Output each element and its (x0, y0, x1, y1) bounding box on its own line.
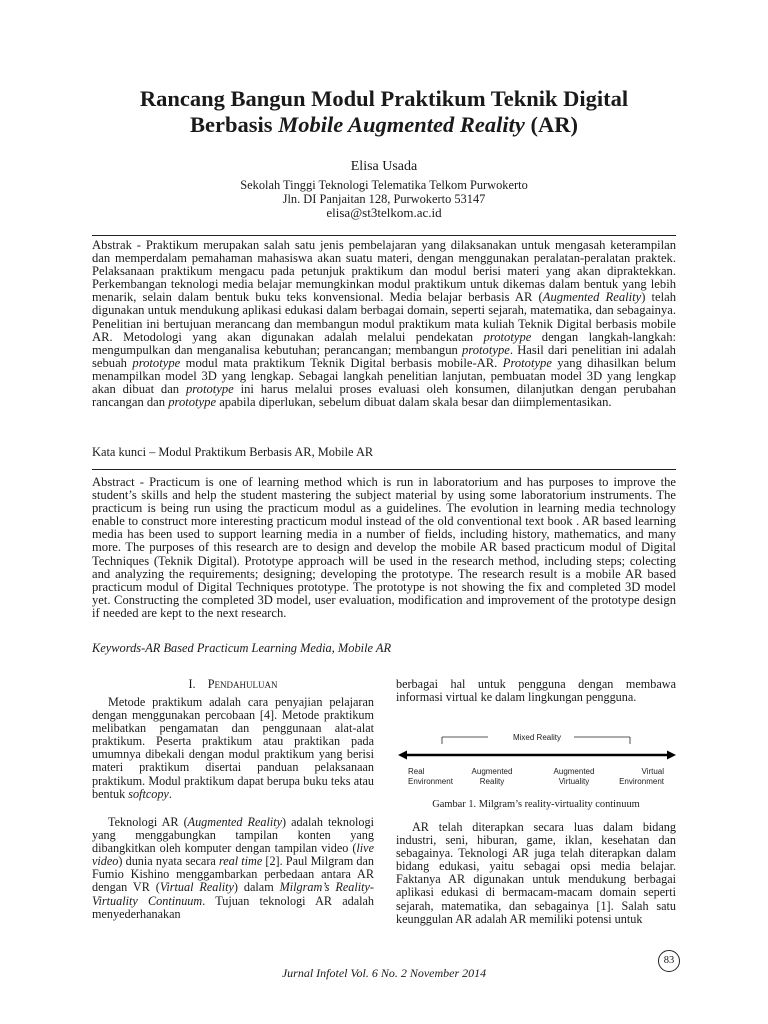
keywords-id: Kata kunci – Modul Praktikum Berbasis AR, Mobile AR (92, 445, 374, 459)
continuum-stop-label: Augmented (553, 767, 595, 776)
milgram-continuum-diagram (398, 728, 676, 794)
author-email[interactable]: elisa@st3telkom.ac.id (326, 205, 442, 220)
figure-caption: Gambar 1. Milgram’s reality-virtuality continuum (432, 799, 640, 810)
keywords-en: Keywords-AR Based Practicum Learning Media, Mobile AR (92, 641, 392, 655)
continuum-stop-label: Virtual (641, 767, 664, 776)
intro-paragraph-2: Teknologi AR (Augmented Reality) adalah teknologi yang menggabungkan tampilan konten yang dibangkitkan oleh komputer dengan tampilan video (live video) dunia nyata secara real time [2]. Paul Milgram dan Fumio Kishino menggambarkan perbedaan antara AR dengan VR (Virtual Reality) dalam Milgram’s Reality-Virtuality Continuum. Tujuan teknologi AR adalah menyederhanakan (92, 815, 375, 921)
right-column-top: berbagai hal untuk pengguna dengan membawa informasi virtual ke dalam lingkungan pengguna. (396, 677, 676, 705)
continuum-stop-label: Virtuality (558, 777, 590, 786)
section-heading: I. Pendahuluan (188, 677, 278, 691)
abstract-id: Abstrak - Praktikum merupakan salah satu jenis pembelajaran yang dilaksanakan untuk mengasah keterampilan dan memperdalam pemahaman mahasiswa akan suatu materi, dengan menggunakan peralatan-peralatan praktek. Pelaksanaan praktikum mengacu pada petunjuk praktikum dan modul berisi materi yang akan dipraktekkan. Perkembangan teknologi media belajar memungkinkan modul praktikum untuk dikemas dalam bentuk yang lebih menarik, selain dalam bentuk buku teks konvensional. Media belajar berbasis AR (Augmented Reality) telah digunakan untuk mendukung aplikasi edukasi dalam berbagai domain, seperti sejarah, matematika, dan sebagainya. Penelitian ini bertujuan merancang dan membangun modul praktikum mata kuliah Teknik Digital berbasis mobile AR. Metodologi yang akan digunakan adalah melalui pendekatan prototype dengan langkah-langkah: mengumpulkan dan menganalisa kebutuhan; perancangan; membangun prototype. Hasil dari penelitian ini adalah sebuah prototype modul mata praktikum Teknik Digital berbasis mobile-AR. Prototype yang dihasilkan belum menampilkan model 3D yang lengkap. Sebagai langkah penelitian lanjutan, pembuatan model 3D yang lengkap akan dibuat dan prototype ini harus melalui proses evaluasi oleh konsumen, dilanjutkan dengan perubahan rancangan dan prototype apabila diperlukan, sebelum dibuat dalam skala besar dan diimplementasikan. (92, 238, 677, 410)
page-number: 83 (658, 950, 680, 972)
intro-paragraph-1: Metode praktikum adalah cara penyajian pelajaran dengan menggunakan percobaan [4]. Metode praktikum melibatkan pengamatan dan penggunaan alat-alat praktikum. Peserta praktikum atau praktikan pada umumnya dibekali dengan modul praktikum yang berisi materi praktikum disertai panduan pelaksanaan praktikum. Modul praktikum dapat berupa buku teks atau bentuk softcopy. (92, 695, 374, 801)
author-name: Elisa Usada (350, 159, 418, 174)
paper-title-line1: Rancang Bangun Modul Praktikum Teknik Digital (139, 86, 629, 111)
author-affiliation: Sekolah Tinggi Teknologi Telematika Telkom Purwokerto (240, 178, 528, 192)
author-address: Jln. DI Panjaitan 128, Purwokerto 53147 (282, 192, 486, 206)
divider (92, 235, 676, 236)
journal-footer: Jurnal Infotel Vol. 6 No. 2 November 2014 (281, 966, 487, 980)
mixed-reality-label: Mixed Reality (512, 733, 562, 742)
continuum-stop-label: Reality (479, 777, 505, 786)
continuum-stop-label: Real (408, 767, 425, 776)
paper-title-line2: Berbasis Mobile Augmented Reality (AR) (190, 112, 578, 137)
right-column-paragraph: AR telah diterapkan secara luas dalam bidang industri, seni, hiburan, game, iklan, kesehatan dan sebagainya. Teknologi AR juga telah diterapkan dalam bidang edukasi, yaitu sebagai opsi media belajar. Faktanya AR digunakan untuk mendukung berbagai aplikasi edukasi di bermacam-macam domain seperti sejarah, matematika, dan sebagainya [1]. Salah satu keunggulan AR adalah AR memiliki potensi untuk (396, 820, 676, 926)
continuum-stop-label: Augmented (471, 767, 513, 776)
abstract-en: Abstract - Practicum is one of learning method which is run in laboratorium and has purposes to improve the student’s skills and help the student mastering the subject material by using some laboratorium instruments. The practicum is being run using the practicum modul as a guidelines. The evolution in learning media technology enable to construct more interesting practicum modul instead of the old conventional text book . AR based learning media has been used to support learning media in a number of fields, including history, mathematics, and many more. The purposes of this research are to design and develop the mobile AR based practicum modul of Digital Techniques (Teknik Digital). Prototype approach will be used in the research method, including steps; colecting and analyzing the requirements; designing; developing the prototype. The research result is a mobile AR based practicum modul of Digital Techniques prototype. The prototype is not showing the fix and completed 3D model yet. Constructing the completed 3D model, user evaluation, modification and improvement of the prototype design if needed are kept to the next research. (92, 475, 676, 620)
continuum-stop-label: Environment (408, 777, 453, 786)
divider (92, 469, 676, 470)
continuum-stop-label: Environment (619, 777, 664, 786)
left-arrowhead (398, 751, 407, 760)
right-arrowhead (667, 751, 676, 760)
